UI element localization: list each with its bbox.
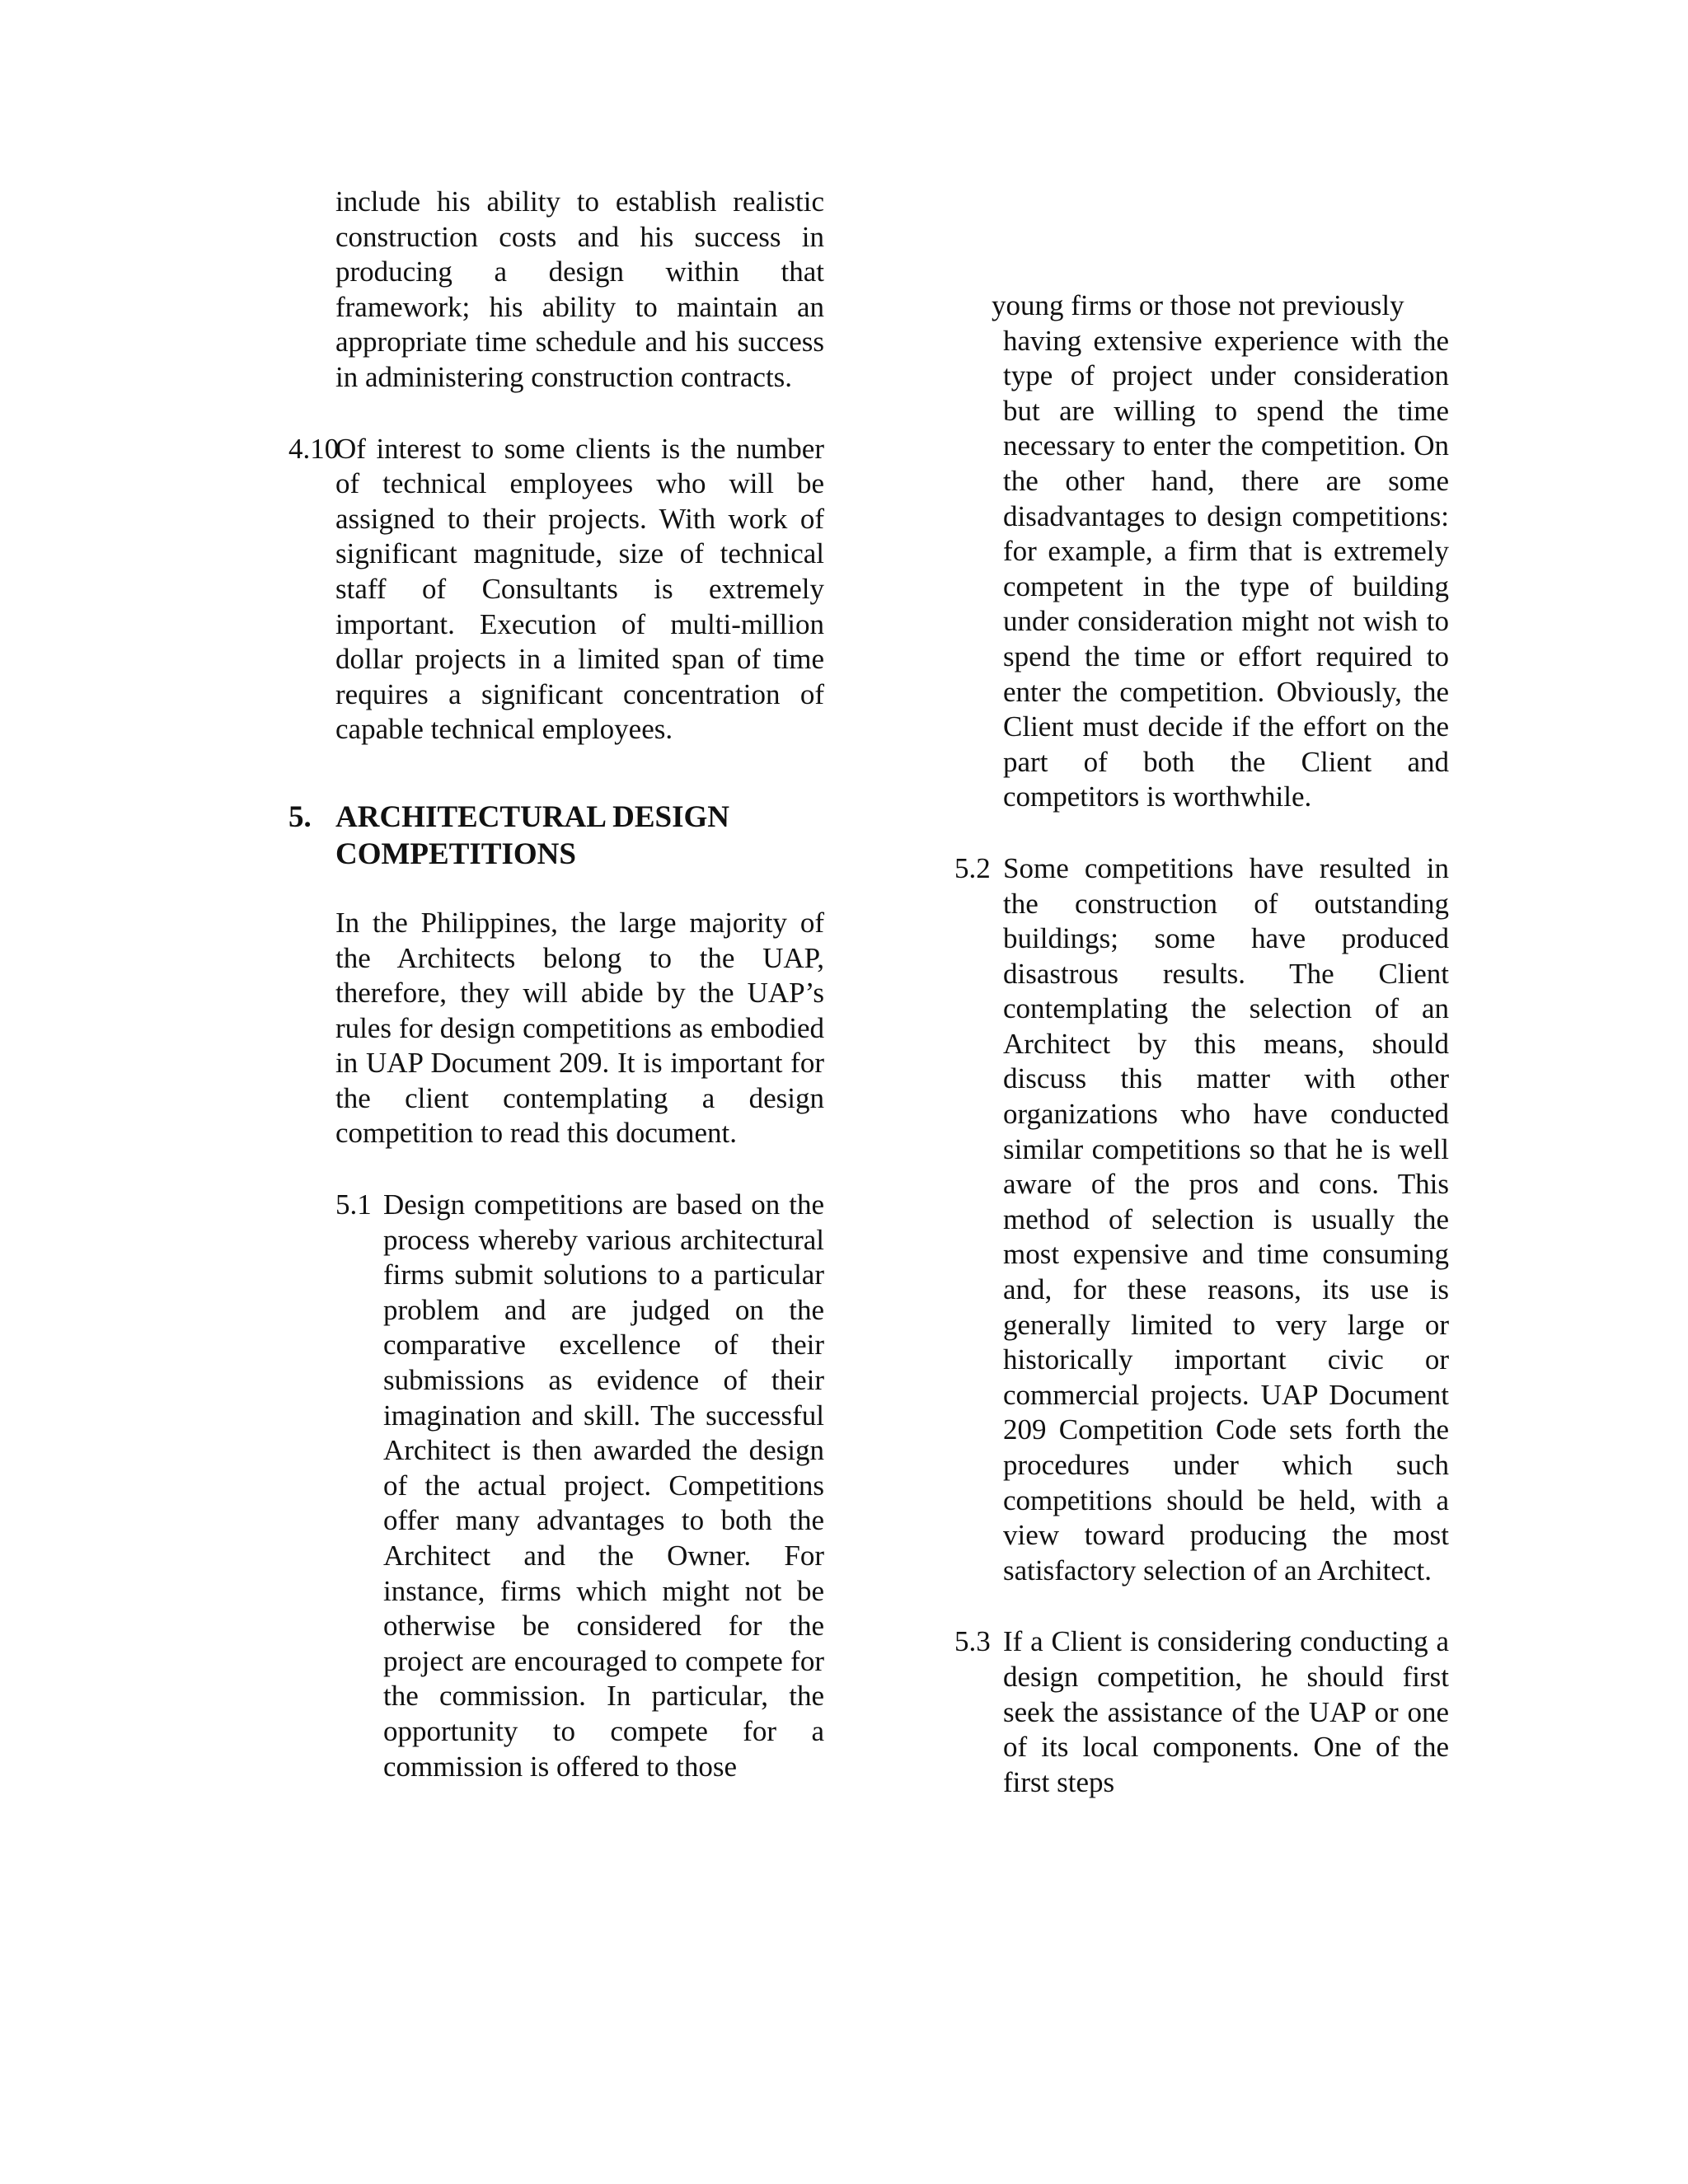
item-5-3 [954, 1624, 1449, 1800]
section-number: 5. [288, 799, 312, 834]
section-intro: In the Philippines, the large majority of the Architects belong to the UAP, therefore, they will abide by the UAP’s rules for design competitions as embodied in UAP Document 209. It is important for the client contemplating a design competition to read this document. [335, 906, 824, 1150]
item-number: 5.3 [954, 1625, 991, 1658]
item-5-2 [954, 851, 1449, 1588]
item-text: Of interest to some clients is the number of technical employees who will be assigned to their projects. With work of significant magnitude, size of technical staff of Consultants is extremely important. Execution of multi-million dollar projects in a limited span of time requires a significant concentration of capable technical employees. [335, 432, 824, 746]
spacer [954, 815, 1449, 851]
spacer [288, 748, 824, 799]
section-title: ARCHITECTURAL DESIGN COMPETITIONS [335, 799, 730, 871]
spacer [288, 873, 824, 906]
spacer [288, 396, 824, 432]
item-number: 5.2 [954, 851, 991, 884]
left-column [288, 185, 824, 1784]
paragraph-continuation: include his ability to establish realistic construction costs and his success in producing a design within that framework; his ability to maintain an appropriate time schedule and his success in administering construction contracts. [335, 185, 824, 393]
item-4-10 [288, 432, 824, 748]
item-text: Design competitions are based on the process whereby various architectural firms submit solutions to a particular problem and are judged on the comparative excellence of their submissions as evidence of their imagination and skill. The successful Architect is then awarded the design of the actual project. Competitions offer many advantages to both the Architect and the Owner. For instance, firms which might not be otherwise be considered for the project are encouraged to compete for the commission. In particular, the opportunity to compete for a commission is offered to those [383, 1188, 824, 1783]
right-column [954, 288, 1449, 1800]
item-text: Some competitions have resulted in the construction of outstanding buildings; some have produced disastrous results. The Client contemplating the selection of an Architect by this means, should discuss this matter with other organizations who have conducted similar competitions so that he is well aware of the pros and cons. This method of selection is usually the most expensive and time consuming and, for these reasons, its use is generally limited to very large or historically important civic or commercial projects. UAP Document 209 Competition Code sets forth the procedures under which such competitions should be held, with a view toward producing the most satisfactory selection of an Architect. [1003, 851, 1449, 1586]
continuation-text: having extensive experience with the type of project under consideration but are willing to spend the time necessary to enter the competition. On the other hand, there are some disadvantages to design competitions: for example, a firm that is extremely competent in the type of building under consideration might not wish to spend the time or effort required to enter the competition. Obviously, the Client must decide if the effort on the part of both the Client and competitors is worthwhile. [1003, 324, 1449, 813]
item-text: If a Client is considering conducting a design competition, he should first seek the assistance of the UAP or one of its local components. One of the first steps [1003, 1625, 1449, 1798]
item-5-1 [288, 1188, 824, 1784]
continuation-block [954, 288, 1449, 815]
spacer [954, 1588, 1449, 1624]
section-heading [288, 799, 824, 873]
item-number: 4.10 [288, 432, 340, 465]
item-number: 5.1 [335, 1188, 372, 1221]
continuation-lead: young firms or those not previously [992, 289, 1404, 321]
spacer [288, 1151, 824, 1188]
